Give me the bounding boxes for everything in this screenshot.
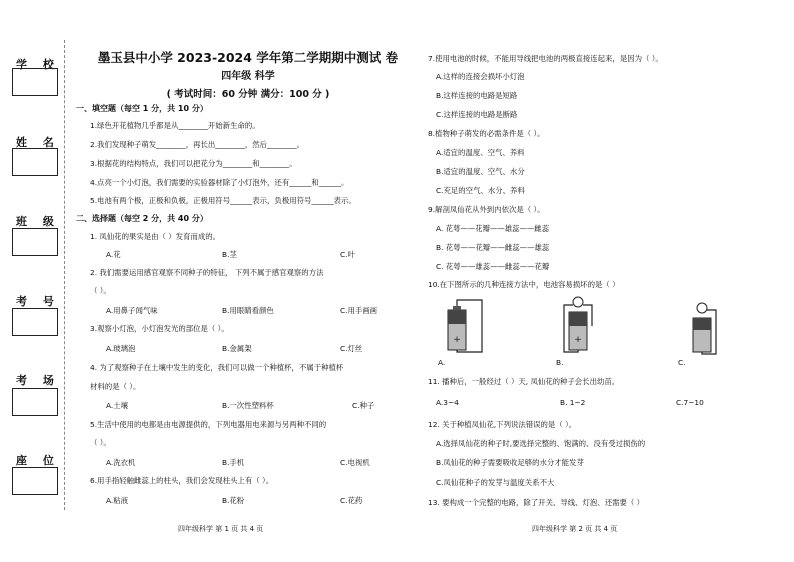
sidebar-label-name: 姓 名	[16, 136, 60, 149]
school-field[interactable]	[12, 68, 58, 96]
page-footer-2: 四年级科学 第 2 页 共 4 页	[532, 525, 618, 533]
choice-4-option-b[interactable]: B.一次性塑料杯	[222, 401, 274, 410]
choice-7-option-c[interactable]: C.这样连接的电路是断路	[436, 110, 518, 119]
circuit-a-diagram	[436, 296, 496, 356]
circuit-b-diagram	[556, 296, 616, 356]
choice-11-option-c[interactable]: C.7~10	[676, 398, 704, 407]
choice-question-9: 9.解剖凤仙花从外到内依次是（ ）。	[428, 205, 545, 214]
svg-text:+: +	[453, 335, 461, 345]
choice-question-4: 4. 为了观察种子在土壤中发生的变化，我们可以做一个种植杯，不属于种植杯	[90, 363, 344, 372]
choice-3-option-a[interactable]: A.玻璃泡	[106, 344, 136, 353]
choice-8-option-c[interactable]: C.充足的空气、水分、养料	[436, 186, 525, 195]
sidebar-label-school: 学 校	[16, 58, 60, 71]
choice-7-option-b[interactable]: B.这样连接的电路是短路	[436, 91, 518, 100]
sidebar-label-class: 班 级	[16, 215, 60, 228]
fold-line	[64, 40, 65, 510]
choice-question-1: 1. 凤仙花的果实是由（ ）发育而成的。	[90, 232, 221, 241]
choice-4-option-a[interactable]: A.土壤	[106, 401, 129, 410]
choice-question-5-cont: （ ）。	[90, 438, 111, 447]
choice-3-option-c[interactable]: C.灯丝	[340, 344, 363, 353]
choice-7-option-a[interactable]: A.这样的连接会损坏小灯泡	[436, 72, 525, 81]
choice-9-option-b[interactable]: B. 花萼——花瓣——雌蕊——雄蕊	[436, 243, 550, 252]
choice-2-option-b[interactable]: B.用眼睛看颜色	[222, 306, 274, 315]
choice-2-option-c[interactable]: C.用手画画	[340, 306, 378, 315]
choice-9-option-a[interactable]: A. 花萼——花瓣——雄蕊——雌蕊	[436, 224, 550, 233]
seat-field[interactable]	[12, 467, 58, 495]
fill-question-4: 4.点亮一个小灯泡，我们需要的实验器材除了小灯泡外，还有______和______。	[90, 178, 349, 187]
choice-question-2-cont: （ ）。	[90, 286, 111, 295]
choice-1-option-c[interactable]: C.叶	[340, 250, 355, 259]
choice-5-option-c[interactable]: C.电视机	[340, 458, 370, 467]
choice-5-option-a[interactable]: A.洗衣机	[106, 458, 136, 467]
choice-4-option-c[interactable]: C.种子	[352, 401, 375, 410]
section-fill-blank-heading: 一、填空题（每空 1 分，共 10 分）	[76, 104, 208, 113]
choice-8-option-a[interactable]: A.适宜的温度、空气、养料	[436, 148, 525, 157]
choice-10-option-c[interactable]: C.	[678, 358, 686, 367]
choice-6-option-c[interactable]: C.花药	[340, 496, 363, 505]
choice-6-option-a[interactable]: A.粘液	[106, 496, 129, 505]
choice-question-8: 8.植物种子萌发的必需条件是（ ）。	[428, 129, 545, 138]
choice-1-option-a[interactable]: A.花	[106, 250, 121, 259]
choice-10-option-b[interactable]: B.	[556, 358, 564, 367]
exam-room-field[interactable]	[12, 388, 58, 416]
choice-question-2: 2. 我们需要运用感官观察不同种子的特征， 下列不属于感官观察的方法	[90, 268, 324, 277]
choice-question-7: 7.使用电池的时候，不能用导线把电池的两极直接连起来，是因为（ ）。	[428, 54, 663, 63]
fill-question-3: 3.根据花的结构特点，我们可以把花分为________和________。	[90, 159, 297, 168]
choice-question-3: 3.观察小灯泡，小灯泡发光的部位是（ ）。	[90, 324, 229, 333]
choice-3-option-b[interactable]: B.金属架	[222, 344, 252, 353]
choice-6-option-b[interactable]: B.花粉	[222, 496, 245, 505]
choice-12-option-b[interactable]: B.凤仙花的种子需要吸收足够的水分才能发芽	[436, 458, 584, 467]
choice-12-option-c[interactable]: C.凤仙花种子的发芽与温度关系不大	[436, 478, 555, 487]
sidebar-label-exam-number: 考 号	[16, 295, 60, 308]
fill-question-1: 1.绿色开花植物几乎都是从________开始新生命的。	[90, 121, 260, 130]
fill-question-5: 5.电池有两个极，正极和负极，正极用符号______表示，负极用符号______表示。	[90, 196, 356, 205]
choice-10-option-a[interactable]: A.	[438, 358, 446, 367]
choice-1-option-b[interactable]: B.茎	[222, 250, 237, 259]
choice-question-10: 10.在下图所示的几种连接方法中，电池容易损坏的是（ ）	[428, 280, 620, 289]
choice-question-5: 5.生活中使用的电都是由电源提供的，下列电器用电来源与另两种不同的	[90, 420, 327, 429]
page-title: 墨玉县中小学 2023-2024 学年第二学期期中测试 卷	[97, 50, 399, 65]
circuit-c-diagram	[680, 296, 740, 356]
choice-12-option-a[interactable]: A.选择凤仙花的种子时,要选择完整的、饱满的、没有受过损伤的	[436, 439, 646, 448]
choice-11-option-b[interactable]: B. 1~2	[560, 398, 586, 407]
choice-question-12: 12. 关于种植凤仙花,下列说法错误的是（ ）。	[428, 420, 577, 429]
choice-5-option-b[interactable]: B.手机	[222, 458, 245, 467]
svg-text:+: +	[574, 335, 582, 345]
sidebar-label-seat: 座 位	[16, 454, 60, 467]
choice-11-option-a[interactable]: A.3~4	[436, 398, 459, 407]
choice-2-option-a[interactable]: A.用鼻子闻气味	[106, 306, 158, 315]
sidebar-label-exam-room: 考 场	[16, 374, 60, 387]
page-subtitle: 四年级 科学	[221, 71, 275, 82]
section-choice-heading: 二、选择题（每空 2 分，共 40 分）	[76, 214, 208, 223]
choice-question-4-cont: 材料的是（ ）。	[90, 382, 141, 391]
exam-number-field[interactable]	[12, 308, 58, 336]
choice-question-6: 6.用手指轻触雌蕊上的柱头，我们会发现柱头上有（ ）。	[90, 476, 274, 485]
fill-question-2: 2.我们发现种子萌发________，再长出________，然后________。	[90, 140, 304, 149]
choice-8-option-b[interactable]: B.适宜的温度、空气、水分	[436, 167, 525, 176]
page-footer-1: 四年级科学 第 1 页 共 4 页	[178, 525, 264, 533]
class-field[interactable]	[12, 228, 58, 256]
choice-9-option-c[interactable]: C. 花萼——雄蕊——雌蕊——花瓣	[436, 262, 550, 271]
choice-question-11: 11. 播种后，一般经过（ ）天, 凤仙花的种子会长出幼苗。	[428, 377, 620, 386]
choice-question-13: 13. 要构成一个完整的电路，除了开关、导线、灯泡、还需要（ ）	[428, 498, 645, 507]
name-field[interactable]	[12, 148, 58, 176]
exam-time-info: ( 考试时间：60 分钟 满分：100 分 )	[166, 89, 330, 100]
